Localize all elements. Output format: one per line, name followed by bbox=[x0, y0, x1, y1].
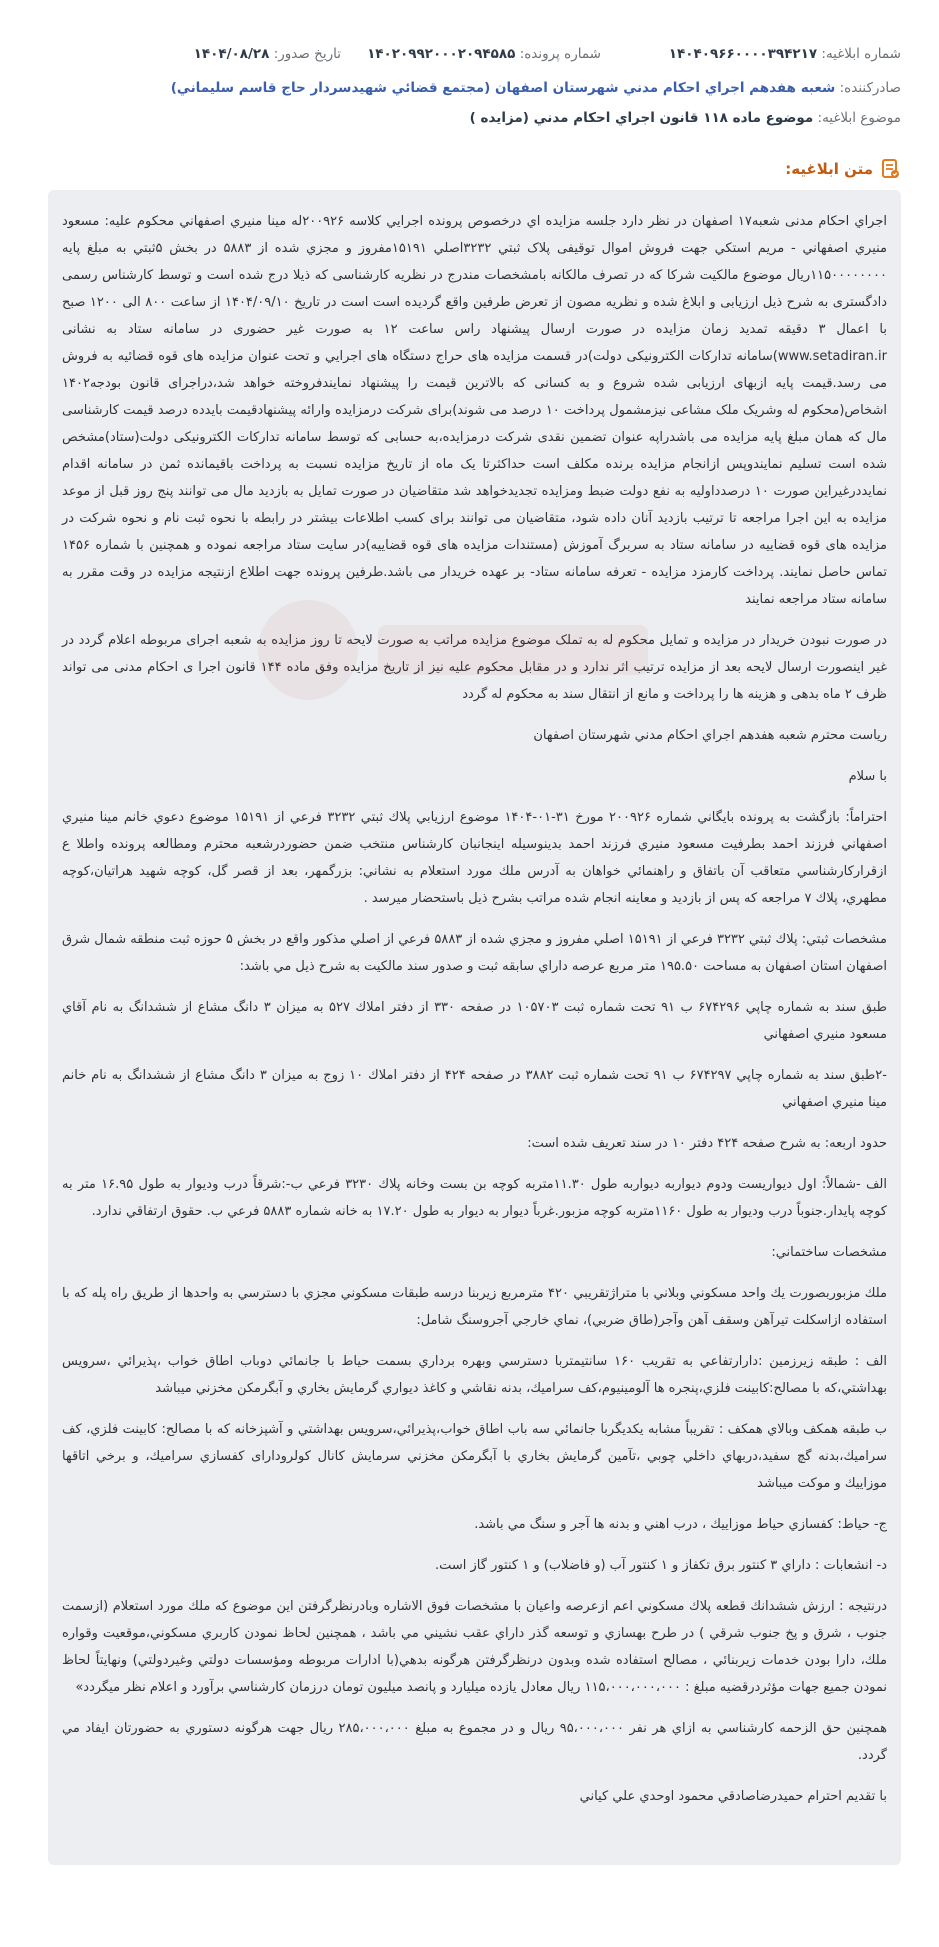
body-paragraph: الف : طبقه زيرزمين :دارارتفاعي به تقريب ۱۶۰ سانتيمتربا دسترسي وبهره برداري بسمت حياط با جانمائي دوباب اطاق خواب ،پذيرائي ،سرويس بهداشتي،كه با مصالح:كابينت فلزي،پنجره ها آلومينيوم،كف سراميك، بدنه نقاشي و كاغذ ديواري گرمايش بخاري و آبگرمكن مخزني ميباشد bbox=[62, 1354, 887, 1396]
issuer-row: صادرکننده: شعبه هفدهم اجراي احکام مدني شهرستان اصفهان (مجتمع قضائي شهيدسردار حاج قاسم سليماني) bbox=[170, 80, 901, 96]
document-icon bbox=[879, 158, 901, 180]
body-paragraph: ج- حياط: كفسازي حياط موزاييك ، درب اهني و بدنه ها آجر و سنگ مي باشد. bbox=[474, 1517, 887, 1532]
body-paragraph: د- انشعابات : داراي ۳ كنتور برق تكفاز و ۱ كنتور آب (و فاضلاب) و ۱ كنتور گاز است. bbox=[434, 1558, 887, 1573]
body-paragraph: طبق سند به شماره چاپي ۶۷۴۲۹۶ ب ۹۱ تحت شماره ثبت ۱۰۵۷۰۳ در صفحه ۳۳۰ از دفتر املاك ۵۲۷ به ميزان ۳ دانگ مشاع از ششدانگ به نام آقاي مسعود منيري اصفهاني bbox=[62, 1000, 887, 1042]
body-paragraph: حدود اربعه: به شرح صفحه ۴۲۴ دفتر ۱۰ در سند تعريف شده است: bbox=[527, 1136, 887, 1151]
notice-body bbox=[48, 190, 901, 1865]
body-paragraph: رياست محترم شعبه هفدهم اجراي احكام مدني شهرستان اصفهان bbox=[533, 728, 887, 743]
case-number: شماره پرونده: ۱۴۰۲۰۹۹۲۰۰۰۲۰۹۴۵۸۵ bbox=[367, 46, 601, 62]
body-paragraph: در صورت نبودن خريدار در مزايده و تمايل محکوم له به تملک موضوع مزايده مراتب به صورت لايحه تا روز مزايده به شعبه اجرای مربوطه اعلام گردد در غير اينصورت ارسال لايحه بعد از مزايده ترتيب اثر ندارد و در مقابل محکوم عليه نيز از تاريخ مزايده وفق ماده ۱۴۴ قانون اجرا ی احکام مدنی می تواند ظرف ۲ ماه بدهی و هزينه ها را پرداخت و مانع از انتقال سند به محکوم له گردد bbox=[62, 633, 888, 702]
meta-row-numbers bbox=[48, 46, 901, 66]
body-paragraph: ب طبقه همكف وبالاي همكف : تقريباً مشابه يكديگربا جانمائي سه باب اطاق خواب،پذيرائي،سرويس بهداشتي و آشپزخانه كه با مصالح: كابينت فلزي، كف سراميك،بدنه گچ سفيد،دربهاي داخلي چوبي ،تآمين گرمايش بخاري با آبگرمكن مخزني سرمايش كانال كولرودارای كفسازي سراميك، و برخي اتاقها موزاييك و موكت ميباشد bbox=[62, 1422, 887, 1491]
body-paragraph: مشخصات ثبتي: پلاك ثبتي ۳۲۳۲ فرعي از ۱۵۱۹۱ اصلي مفروز و مجزي شده از ۵۸۸۳ فرعي از اصلي مذكور واقع در بخش ۵ حوزه ثبت منطقه شمال شرق اصفهان استان اصفهان به مساحت ۱۹۵.۵۰ متر مربع عرصه داراي سابقه ثبت و صدور سند مالكيت به شرح ذيل مي باشد: bbox=[62, 932, 887, 974]
section-title bbox=[785, 158, 901, 180]
issuer-value: شعبه هفدهم اجراي احکام مدني شهرستان اصفهان (مجتمع قضائي شهيدسردار حاج قاسم سليماني) bbox=[170, 80, 836, 96]
subject-value: موضوع ماده ۱۱۸ قانون اجراي احكام مدني (مزايده ) bbox=[469, 110, 814, 126]
body-paragraph: ملك مزبوربصورت يك واحد مسكوني وبلاني با متراژتقريبي ۴۲۰ مترمربع زيربنا درسه طبقات مسكوني مجزي با دسترسي به واحدها از طريق راه پله كه با استفاده ازاسكلت تيرآهن وسقف آهن وآجر(طاق ضربي)، نماي خارجي آجروسنگ شامل: bbox=[62, 1286, 887, 1328]
issue-date: تاريخ صدور: ۱۴۰۴/۰۸/۲۸ bbox=[193, 46, 341, 62]
body-paragraph: همچنين حق الزحمه كارشناسي به ازاي هر نفر ۹۵،۰۰۰،۰۰۰ ريال و در مجموع به مبلغ ۲۸۵،۰۰۰،۰۰۰ ريال جهت هرگونه دستوري به حضورتان ايفاد مي گردد. bbox=[62, 1721, 887, 1763]
body-paragraph: درنتيجه : ارزش ششدانك قطعه پلاك مسكوني اعم ازعرصه واعيان با مشخصات فوق الاشاره وبادرنظرگرفتن اين موضوع كه ملك مورد استعلام (ازسمت جنوب ، شرق و پخ جنوب شرقي ) در طرح بهسازي و توسعه گذر داراي عقب نشيني مي باشد ، همچنين لحاظ نمودن كاربري مسكوني،موقعيت وقواره ملك، دارا بودن خدمات زيربنائي ، مصالح استفاده شده وبدون درنظرگرفتن هرگونه بدهي(با ادارات مربوطه ومؤسسات دولتي وغيردولتي) ونهايتاً لحاظ نمودن جميع جهات مؤثردرقضيه مبلغ : ۱۱۵،۰۰۰،۰۰۰،۰۰۰ ريال معادل يازده ميليارد و پانصد ميليون تومان درزمان كارشناسي برآورد و اعلام نظر ميگردد» bbox=[62, 1599, 887, 1695]
body-paragraph: مشخصات ساختماني: bbox=[771, 1245, 887, 1260]
signature-line: با تقديم احترام حميدرضاصادقي محمود اوحدي علي كياني bbox=[579, 1789, 887, 1804]
body-paragraph: احتراماً: بازگشت به پرونده بايگاني شماره ۲۰۰۹۲۶ مورخ ۳۱-۰۱-۱۴۰۴ موضوع ارزيابي پلاك ثبتي ۳۲۳۲ فرعي از ۱۵۱۹۱ موضوع دعوي خانم مينا منيري اصفهاني فرزند احمد بطرفيت مسعود منيري فرزند احمد بدينوسيله اينجانبان كارشناس منتخب ضمن حضوردرشعبه محترم ومطالعه پرونده واطلا ع ازقراركارشناسي متعاقب آن باتفاق و راهنمائي خواهان به آدرس ملك مورد استعلام به نشاني: بزرگمهر، بعد از قصر گل، كوچه شهيد هراتيان،كوچه مطهري، پلاك ۷ مراجعه كه پس از بازديد و معاينه انجام شده مراتب بشرح ذيل باستحضار ميرسد . bbox=[62, 810, 887, 906]
section-title-text: متن ابلاغيه: bbox=[785, 160, 873, 178]
body-paragraph: الف -شمالاً: اول ديواريست ودوم ديواربه ديواربه طول ۱۱.۳۰متربه كوچه بن بست وخانه پلاك ۳۲۳۰ فرعي ب-:شرقاً درب وديوار به طول ۱۶.۹۵ متر به كوچه پايدار.جنوباً درب وديوار به طول ۱۱۶۰متربه كوچه مزبور.غرباً ديوار به ديوار به طول ۱۷.۲۰ به خانه شماره ۵۸۸۳ فرعي ب. حقوق ارتفاقي ندارد. bbox=[62, 1177, 887, 1219]
subject-row: موضوع ابلاغيه: موضوع ماده ۱۱۸ قانون اجراي احكام مدني (مزايده ) bbox=[469, 110, 901, 126]
body-paragraph: اجراي احکام مدنی شعبه۱۷ اصفهان در نظر دارد جلسه مزايده اي درخصوص پرونده اجرايي کلاسه ۲۰۰۹۲۶له مينا منيري اصفهاني محکوم عليه: مسعود منيري اصفهاني - مريم استکي جهت فروش اموال توقيفی پلاک ثبتي ۳۲۳۲اصلي ۱۵۱۹۱مفروز و مجزي شده از ۵۸۸۳ در بخش ۵ثبتي به مبلغ پايه ۱۱۵۰۰۰۰۰۰۰۰ريال موضوع مالکيت شرکا که در تصرف مالکانه بامشخصات مندرج در نظريه کارشناسی که ذيلا درج شده است و توسط کارشناس رسمی دادگستری به شرح ذيل ارزيابی و ابلاغ شده و نظريه مصون از تعرض طرفين واقع گرديده است است در تاريخ ۱۴۰۴/۰۹/۱۰ از ساعت ۸۰۰ الی ۱۲۰۰ صبح با اعمال ۳ دقيقه تمديد زمان مزايده در صورت ارسال پيشنهاد راس ساعت ۱۲ به صورت غير حضوری در سامانه ستاد به نشانی www.setadiran.ir)سامانه تدارکات الکترونيکی دولت)در قسمت مزايده های حراج دستگاه های اجرايي و تحت عنوان مزايده های قوه قضائيه به فروش می رسد.قيمت پايه ازبهای ارزيابی شده شروع و به کسانی که بالاترين قيمت را پيشنهاد نمايندفروخته خواهد شد،دراجرای قانون بودجه۱۴۰۲ اشخاص(محکوم له وشريک ملک مشاعی نيزمشمول پرداخت ۱۰ درصد می شوند)برای شرکت درمزايده وارائه پيشنهادقيمت بايدده درصد قيمت کارشناسی مال که همان مبلغ پايه مزايده می باشدراپه عنوان تضمين نقدی شرکت درمزايده،به حسابی که توسط سامانه تدارکات الکترونيکی دولت(ستاد)مشخص شده است تسليم نمايندوپس ازانجام مزايده برنده مکلف است حداکثرتا يک ماه از تاريخ مزايده نسبت به پرداخت باقيمانده ثمن در سامانه اقدام نمايددرغيراين صورت ۱۰ درصدداوليه به نفع دولت ضبط ومزايده تجديدخواهد شد متقاضيان در صورت تمايل به بازديد مال می توانند پنج روز قبل از موعد مزايده به اين اجرا مراجعه تا ترتيب بازديد آنان داده شود، متقاضيان می توانند برای کسب اطلاعات بيشتر در رابطه با نحوه ثبت نام و نحوه شرکت در مزايده های قوه قضاييه در سامانه ستاد به سربرگ آموزش (مستندات مزايده های قوه قضاييه)در سايت ستاد مراجعه نموده و همچنين با شماره ۱۴۵۶ تماس حاصل نمايند. پرداخت کارمزد مزايده - تعرفه سامانه ستاد- بر عهده خريدار می باشد.طرفين پرونده جهت اطلاع ازنتيجه مزايده در وقت مقرر به سامانه ستاد مراجعه نمايند bbox=[62, 214, 888, 607]
notice-meta bbox=[48, 46, 901, 126]
body-paragraph: با سلام bbox=[848, 769, 887, 784]
notice-number: شماره ابلاغيه: ۱۴۰۴۰۹۶۶۰۰۰۰۳۹۴۲۱۷ bbox=[668, 46, 901, 62]
body-paragraph: -۲طبق سند به شماره چاپي ۶۷۴۲۹۷ ب ۹۱ تحت شماره ثبت ۳۸۸۲ در صفحه ۴۲۴ از دفتر املاك ۱۰ زوج به ميزان ۳ دانگ مشاع از ششدانگ به نام خانم مينا منيري اصفهاني bbox=[62, 1068, 887, 1110]
